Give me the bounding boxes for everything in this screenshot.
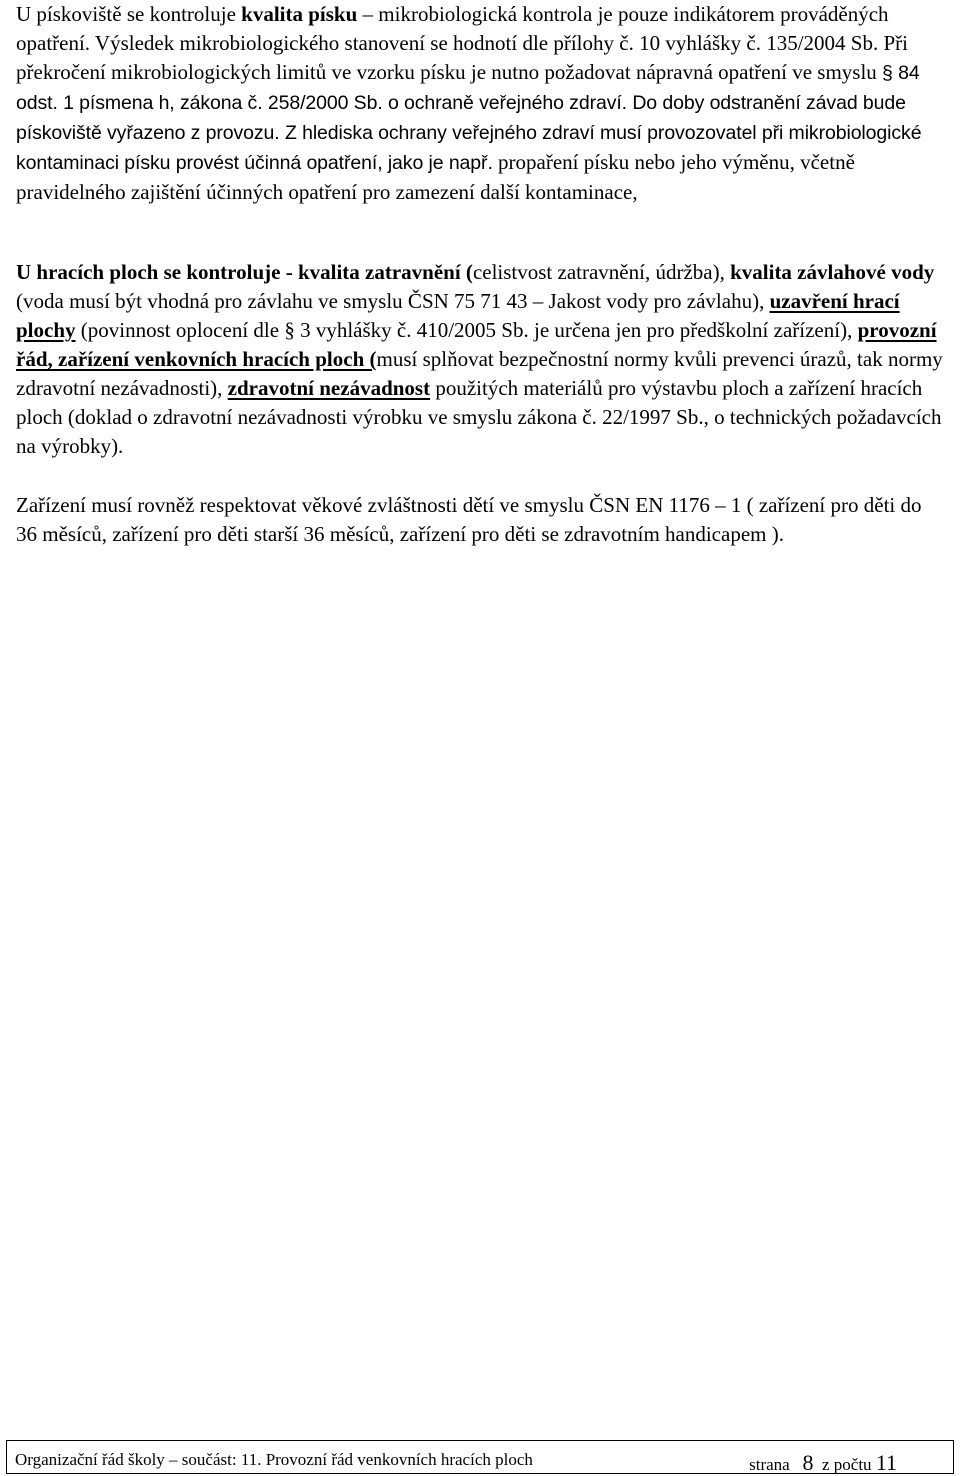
footer-document-title: Organizační řád školy – součást: 11. Provozní řád venkovních hracích ploch <box>15 1450 533 1469</box>
p3-text: Zařízení musí rovněž respektovat věkové zvláštnosti dětí ve smyslu ČSN EN 1176 – 1 ( zařízení pro děti do 36 měsíců, zařízení pro děti starší 36 měsíců, zařízení pro děti se zdravotním handicapem ). <box>16 493 922 546</box>
p1-bold-sand-quality: kvalita písku <box>241 2 358 26</box>
p2-text-4: (voda musí být vhodná pro závlahu ve smyslu ČSN 75 71 43 – Jakost vody pro závlahu), <box>16 289 770 313</box>
p2-bold-operating-rules: provozní řád, zařízení venkovních hracích ploch ( <box>16 318 937 371</box>
p2-bold-health-safety: zdravotní nezávadnost <box>227 376 431 400</box>
p2-text-2: celistvost zatravnění, údržba), <box>472 260 731 284</box>
p1-text-3: – mikrobiologická kontrola je pouze indikátorem prováděných opatření. Výsledek mikrobiologického stanovení se hodnotí dle přílohy č. 10 vyhlášky č. 135/2004 Sb. <box>16 2 889 55</box>
p1-text-6: propaření písku nebo jeho výměnu, včetně pravidelného zajištění účinných opatření pro zamezení další kontaminace, <box>16 150 855 204</box>
p2-text-10: použitých materiálů pro výstavbu ploch a zařízení hracích ploch (doklad o zdravotní nezávadnosti výrobku ve smyslu zákona č. 22/1997 Sb., o technických požadavcích na výrobky). <box>16 376 942 458</box>
paragraph-sandpit <box>16 0 946 207</box>
p1-text-5: § 84 odst. 1 písmena h, zákona č. 258/2000 Sb. o ochraně veřejného zdraví. Do doby odstranění závad bude pískoviště vyřazeno z provozu. Z hlediska ochrany veřejného zdraví musí provozovatel při mikrobiologické kontaminaci písku provést účinná opatření, jako je např. <box>16 62 922 174</box>
footer-of-word: z počtu <box>821 1455 872 1474</box>
p2-bold-water: kvalita závlahové vody <box>730 260 935 284</box>
footer-page-word: strana <box>749 1455 790 1474</box>
footer-page-counter <box>749 1450 897 1476</box>
paragraph-age-requirements <box>16 491 946 549</box>
paragraph-play-areas <box>16 258 946 461</box>
p1-text-1: U pískoviště se kontroluje <box>16 2 242 26</box>
p2-bold-enclosure: uzavření hrací plochy <box>16 289 900 342</box>
p2-text-6: (povinnost oplocení dle § 3 vyhlášky č. 410/2005 Sb. je určena jen pro předškolní zařízení), <box>75 318 858 342</box>
p2-text-8: musí splňovat bezpečnostní normy kvůli prevenci úrazů, tak normy zdravotní nezávadnosti), <box>16 347 943 400</box>
footer-page-number: 8 <box>802 1450 814 1475</box>
p2-bold-heading: U hracích ploch se kontroluje - kvalita zatravnění ( <box>16 260 473 284</box>
footer-page-total: 11 <box>875 1450 897 1475</box>
p1-text-4: Při překročení mikrobiologických limitů ve vzorku písku je nutno požadovat nápravná opatření ve smyslu <box>16 31 909 84</box>
page-footer <box>6 1440 954 1474</box>
